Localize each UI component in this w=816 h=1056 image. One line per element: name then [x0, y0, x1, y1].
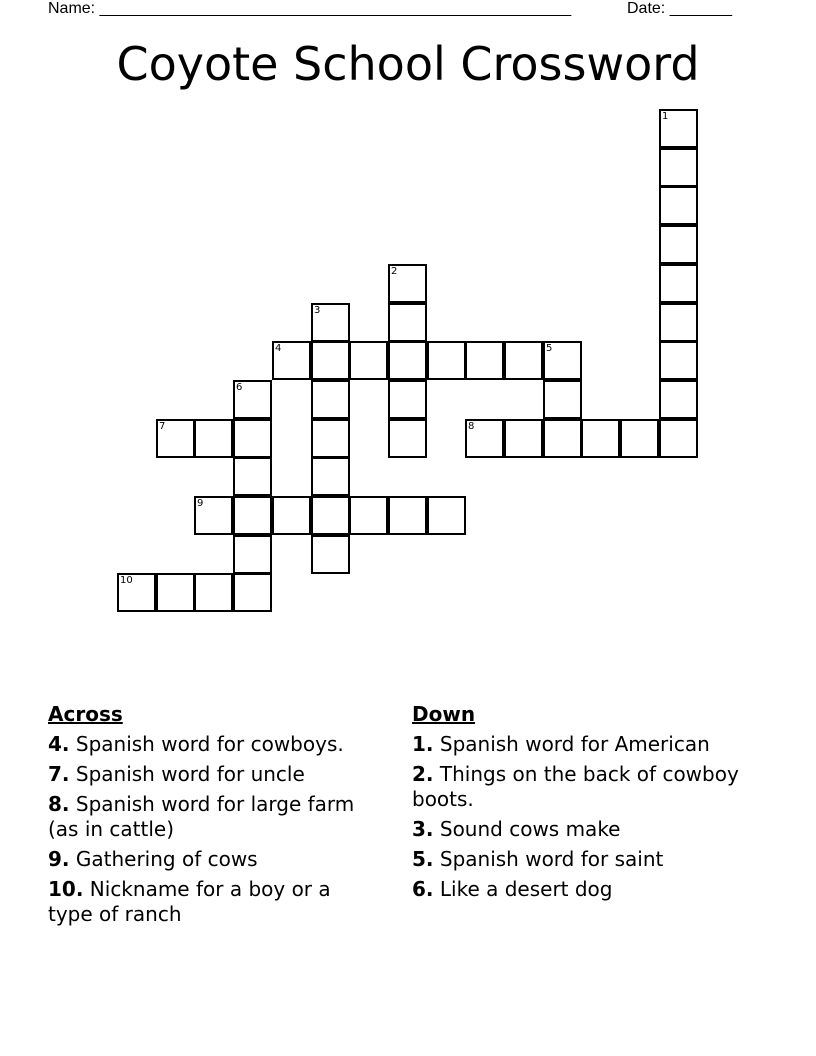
grid-cell[interactable]	[504, 419, 543, 458]
grid-cell[interactable]	[311, 341, 350, 380]
grid-cell[interactable]	[581, 419, 620, 458]
grid-cell[interactable]	[427, 496, 466, 535]
grid-cell[interactable]	[620, 419, 659, 458]
grid-cell[interactable]	[659, 109, 698, 148]
clue-text: Like a desert dog	[439, 877, 613, 901]
grid-cell[interactable]	[311, 457, 350, 496]
grid-cell[interactable]	[194, 573, 233, 612]
grid-cell[interactable]	[233, 496, 272, 535]
grid-cell[interactable]	[311, 380, 350, 419]
grid-cell[interactable]	[272, 341, 311, 380]
clue-number: 8.	[48, 792, 70, 816]
grid-cell[interactable]	[388, 264, 427, 303]
clue-text: Things on the back of cowboy boots.	[412, 762, 739, 811]
across-clue	[48, 762, 378, 787]
cell-number: 10	[120, 575, 133, 586]
grid-cell[interactable]	[311, 496, 350, 535]
grid-cell[interactable]	[388, 380, 427, 419]
across-clue	[48, 877, 378, 927]
down-clue	[412, 877, 742, 902]
clue-text: Nickname for a boy or a type of ranch	[48, 877, 331, 926]
clue-text: Gathering of cows	[75, 847, 258, 871]
clue-number: 4.	[48, 732, 70, 756]
across-clue	[48, 792, 378, 842]
grid-cell[interactable]	[233, 380, 272, 419]
cell-number: 3	[314, 305, 321, 316]
cell-number: 1	[662, 111, 669, 122]
down-clue	[412, 762, 742, 812]
grid-cell[interactable]	[659, 225, 698, 264]
grid-cell[interactable]	[233, 419, 272, 458]
clue-number: 5.	[412, 847, 434, 871]
date-field: Date: _______	[627, 0, 732, 17]
grid-cell[interactable]	[388, 496, 427, 535]
grid-cell[interactable]	[465, 341, 504, 380]
grid-cell[interactable]	[504, 341, 543, 380]
grid-cell[interactable]	[388, 341, 427, 380]
grid-cell[interactable]	[156, 573, 195, 612]
down-clue	[412, 817, 742, 842]
across-clues	[48, 702, 378, 932]
clue-text: Spanish word for cowboys.	[75, 732, 344, 756]
across-heading: Across	[48, 702, 123, 726]
clue-number: 9.	[48, 847, 70, 871]
grid-cell[interactable]	[233, 573, 272, 612]
cell-number: 7	[159, 421, 166, 432]
grid-cell[interactable]	[659, 303, 698, 342]
grid-cell[interactable]	[233, 535, 272, 574]
cell-number: 2	[391, 266, 398, 277]
grid-cell[interactable]	[388, 419, 427, 458]
clue-number: 10.	[48, 877, 84, 901]
clue-number: 6.	[412, 877, 434, 901]
name-field: Name: _____________________________________________________	[48, 0, 572, 17]
grid-cell[interactable]	[388, 303, 427, 342]
grid-cell[interactable]	[659, 341, 698, 380]
clue-text: Spanish word for large farm (as in cattle)	[48, 792, 355, 841]
grid-cell[interactable]	[194, 496, 233, 535]
page-title: Coyote School Crossword	[116, 37, 700, 91]
clue-text: Spanish word for uncle	[75, 762, 305, 786]
cell-number: 5	[546, 343, 553, 354]
grid-cell[interactable]	[659, 148, 698, 187]
grid-cell[interactable]	[349, 341, 388, 380]
clue-text: Spanish word for American	[439, 732, 710, 756]
grid-cell[interactable]	[311, 535, 350, 574]
grid-cell[interactable]	[659, 380, 698, 419]
clue-number: 7.	[48, 762, 70, 786]
grid-cell[interactable]	[543, 419, 582, 458]
cell-number: 8	[468, 421, 475, 432]
across-clue	[48, 732, 378, 757]
cell-number: 6	[236, 382, 243, 393]
grid-cell[interactable]	[659, 419, 698, 458]
grid-cell[interactable]	[427, 341, 466, 380]
down-clue	[412, 847, 742, 872]
grid-cell[interactable]	[659, 186, 698, 225]
grid-cell[interactable]	[117, 573, 156, 612]
grid-cell[interactable]	[194, 419, 233, 458]
cell-number: 4	[275, 343, 282, 354]
clue-number: 1.	[412, 732, 434, 756]
across-clue	[48, 847, 378, 872]
grid-cell[interactable]	[311, 303, 350, 342]
grid-cell[interactable]	[465, 419, 504, 458]
grid-cell[interactable]	[156, 419, 195, 458]
grid-cell[interactable]	[543, 341, 582, 380]
grid-cell[interactable]	[659, 264, 698, 303]
down-clue	[412, 732, 742, 757]
grid-cell[interactable]	[349, 496, 388, 535]
grid-cell[interactable]	[543, 380, 582, 419]
clue-text: Spanish word for saint	[439, 847, 664, 871]
grid-cell[interactable]	[311, 419, 350, 458]
cell-number: 9	[197, 498, 204, 509]
down-clues	[412, 702, 742, 907]
grid-cell[interactable]	[233, 457, 272, 496]
grid-cell[interactable]	[272, 496, 311, 535]
clue-number: 2.	[412, 762, 434, 786]
clue-number: 3.	[412, 817, 434, 841]
down-heading: Down	[412, 702, 476, 726]
clue-text: Sound cows make	[439, 817, 621, 841]
